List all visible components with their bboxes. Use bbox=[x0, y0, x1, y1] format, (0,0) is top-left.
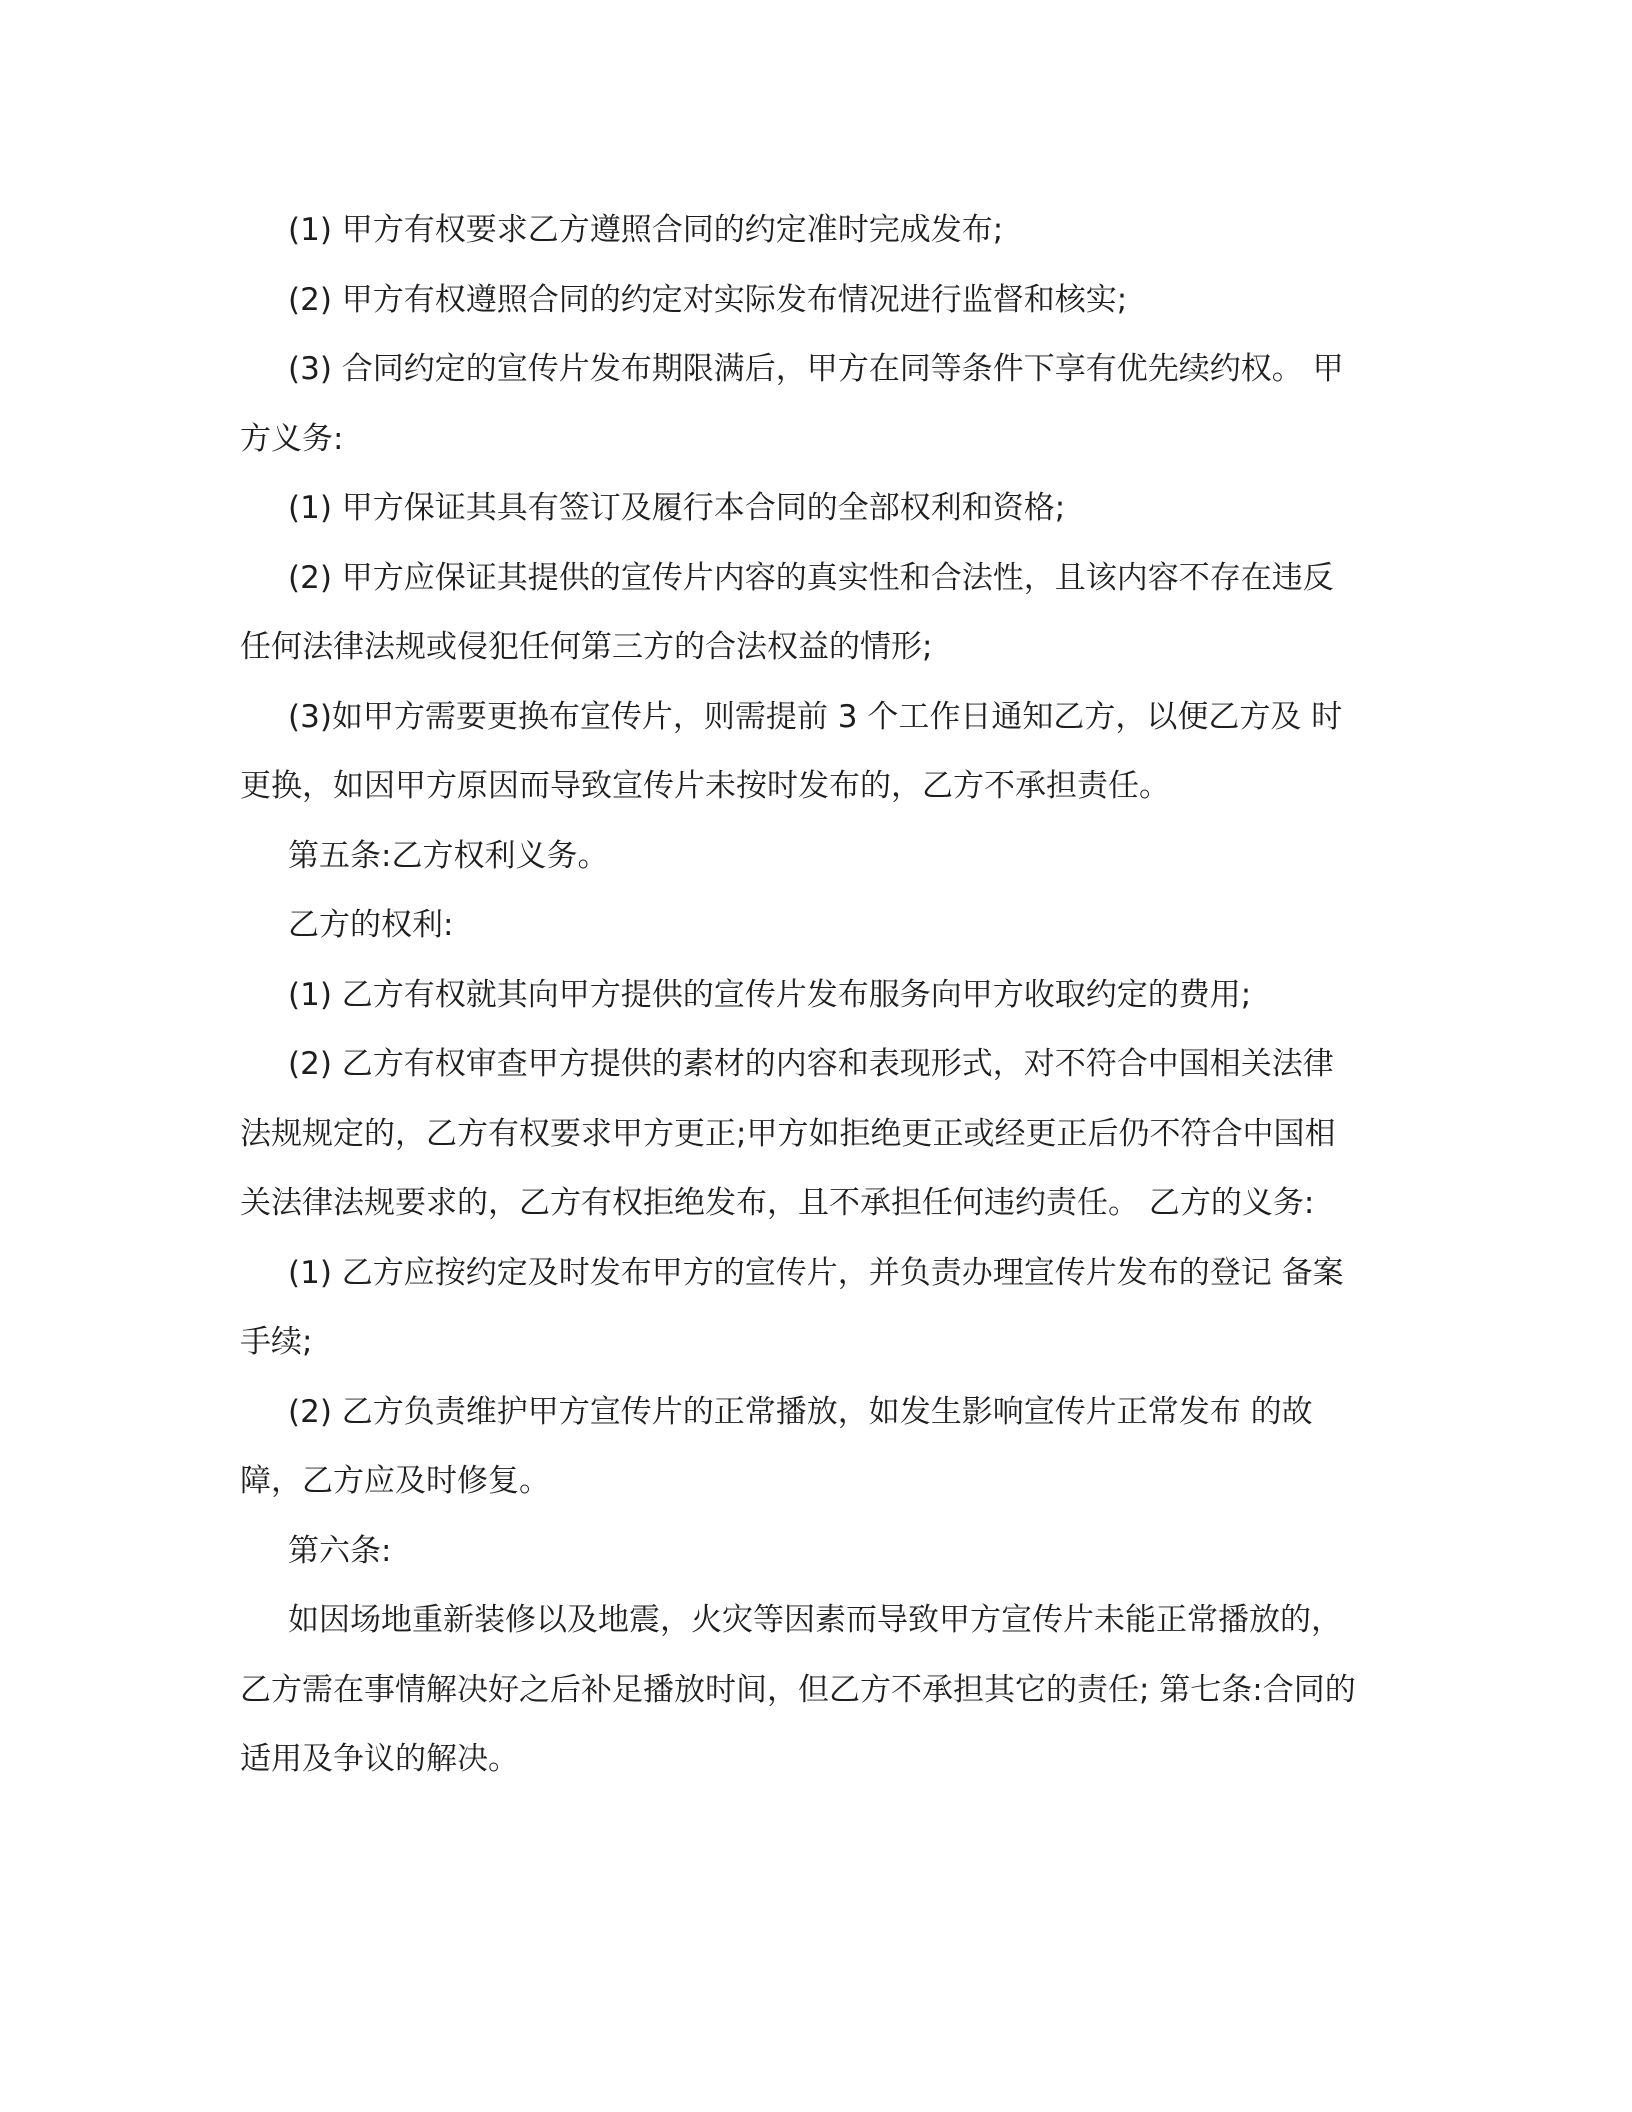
text-line: (2) 乙方负责维护甲方宣传片的正常播放，如发生影响宣传片正常发布 的故 bbox=[288, 1393, 1313, 1430]
section-heading: 第五条:乙方权利义务。 bbox=[288, 837, 609, 874]
contract-body-text bbox=[240, 196, 1390, 1795]
text-line: 障，乙方应及时修复。 bbox=[240, 1463, 550, 1499]
text-line: (1) 甲方有权要求乙方遵照合同的约定准时完成发布; bbox=[288, 212, 1004, 248]
text-line: 如因场地重新装修以及地震，火灾等因素而导致甲方宣传片未能正常播放的， bbox=[288, 1602, 1342, 1638]
text-line: (3)如甲方需要更换布宣传片，则需提前 3 个工作日通知乙方，以便乙方及 时 bbox=[288, 698, 1343, 735]
text-line: 关法律法规要求的，乙方有权拒绝发布，且不承担任何违约责任。 乙方的义务: bbox=[240, 1185, 1315, 1221]
text-line: 手续; bbox=[240, 1324, 313, 1360]
section-heading: 第六条: bbox=[288, 1532, 392, 1569]
text-line: 适用及争议的解决。 bbox=[240, 1741, 519, 1777]
text-line: 方义务: bbox=[240, 420, 344, 457]
text-line: (2) 甲方应保证其提供的宣传片内容的真实性和合法性，且该内容不存在违反 bbox=[288, 559, 1334, 596]
text-line: 乙方需在事情解决好之后补足播放时间，但乙方不承担其它的责任; 第七条:合同的 bbox=[240, 1671, 1356, 1708]
text-line: (2) 甲方有权遵照合同的约定对实际发布情况进行监督和核实; bbox=[288, 281, 1128, 318]
text-line: (2) 乙方有权审查甲方提供的素材的内容和表现形式，对不符合中国相关法律 bbox=[288, 1046, 1334, 1082]
text-line: 法规规定的，乙方有权要求甲方更正;甲方如拒绝更正或经更正后仍不符合中国相 bbox=[240, 1115, 1336, 1152]
text-line: 任何法律法规或侵犯任何第三方的合法权益的情形; bbox=[240, 629, 933, 665]
text-line: 更换，如因甲方原因而导致宣传片未按时发布的，乙方不承担责任。 bbox=[240, 768, 1170, 804]
text-line: (1) 乙方有权就其向甲方提供的宣传片发布服务向甲方收取约定的费用; bbox=[288, 976, 1252, 1013]
text-line: (1) 乙方应按约定及时发布甲方的宣传片，并负责办理宣传片发布的登记 备案 bbox=[288, 1254, 1344, 1291]
text-line: (1) 甲方保证其具有签订及履行本合同的全部权利和资格; bbox=[288, 490, 1066, 526]
text-line: (3) 合同约定的宣传片发布期限满后，甲方在同等条件下享有优先续约权。 甲 bbox=[288, 351, 1344, 387]
subheading: 乙方的权利: bbox=[288, 907, 454, 943]
